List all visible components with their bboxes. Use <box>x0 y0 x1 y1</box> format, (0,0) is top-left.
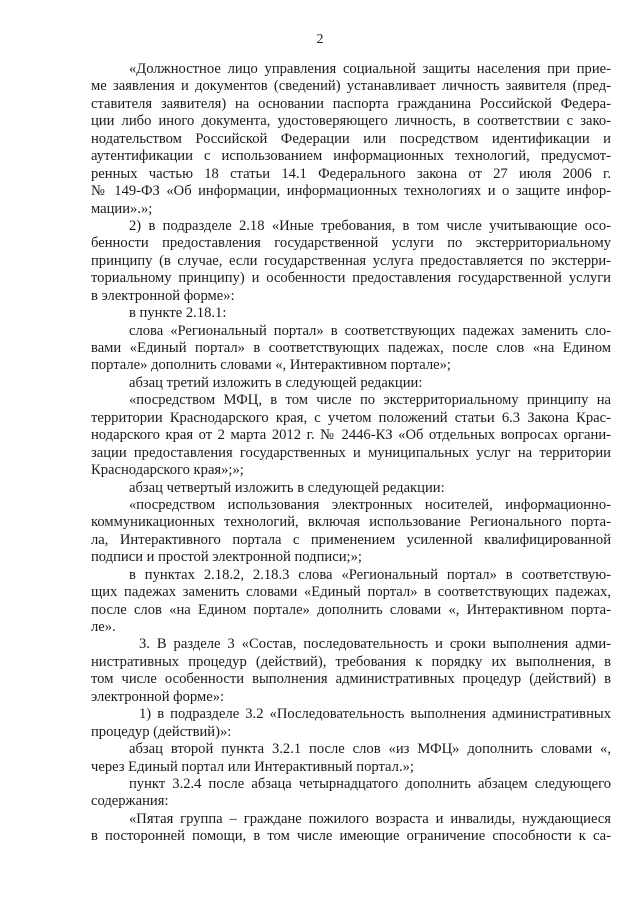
text-line: 1) в подразделе 3.2 «Последовательность выполнения административных <box>139 706 611 723</box>
text-line: принципу (в случае, если государственная услуга предоставляется по экстерри- <box>91 252 611 269</box>
text-line: в пунктах 2.18.2, 2.18.3 слова «Региональный портал» в соответствую- <box>129 566 611 583</box>
text-line: аутентификации с использованием информационных технологий, предусмот- <box>91 148 611 165</box>
text-line: в пункте 2.18.1: <box>129 305 227 322</box>
text-line: «посредством МФЦ, в том числе по экстерриториальному принципу на <box>129 392 611 409</box>
text-line: пункт 3.2.4 после абзаца четырнадцатого дополнить абзацем следующего <box>129 775 611 792</box>
page-number: 2 <box>316 32 324 47</box>
text-line: бенности предоставления государственной услуги по экстерриториальному <box>91 235 611 252</box>
text-line: электронной форме»: <box>91 688 225 705</box>
text-line: 3. В разделе 3 «Состав, последовательность и сроки выполнения адми- <box>139 636 611 653</box>
text-line: «Должностное лицо управления социальной защиты населения при прие- <box>129 61 611 77</box>
text-line: зации предоставления государственных и муниципальных услуг на территории <box>91 444 611 461</box>
text-line: территории Краснодарского края, с учетом положений статьи 6.3 Закона Крас- <box>91 409 611 426</box>
text-line: щих падежах заменить словами «Единый портал» в соответствующих падежах, <box>91 584 611 601</box>
text-line: № 149-ФЗ «Об информации, информационных технологиях и о защите инфор- <box>91 183 611 200</box>
text-line: Краснодарского края»;»; <box>91 462 244 479</box>
text-line: портале» дополнить словами «, Интерактивном портале»; <box>91 357 451 374</box>
text-line: «Пятая группа – граждане пожилого возраста и инвалиды, нуждающиеся <box>129 810 611 827</box>
text-line: ции либо иного документа, удостоверяющего личность, в соответствии с зако- <box>91 113 611 130</box>
text-line: ме заявления и документов (сведений) устанавливает личность заявителя (пред- <box>91 78 611 95</box>
text-line: мации».»; <box>91 200 153 217</box>
text-line: в электронной форме»: <box>91 287 235 304</box>
text-line: коммуникационных технологий, включая использование Регионального порта- <box>91 514 611 531</box>
text-line: содержания: <box>91 793 169 810</box>
text-line: «посредством использования электронных носителей, информационно- <box>129 496 611 513</box>
text-line: ренных частью 18 статьи 14.1 Федерального закона от 27 июля 2006 г. <box>91 165 611 182</box>
text-line: нодательством Российской Федерации или посредством идентификации и <box>91 130 611 147</box>
text-line: ториальному принципу) и особенности предоставления государственной услуги <box>91 270 611 287</box>
text-line: ставителя заявителя) на основании паспорта гражданина Российской Федера- <box>91 95 611 112</box>
text-line: абзац третий изложить в следующей редакции: <box>129 374 423 391</box>
text-line: слова «Региональный портал» в соответствующих падежах заменить сло- <box>129 322 611 339</box>
text-line: подписи и простой электронной подписи;»; <box>91 549 362 566</box>
text-line: в посторонней помощи, в том числе имеющие ограничение способности к са- <box>91 828 611 845</box>
text-line: абзац четвертый изложить в следующей редакции: <box>129 479 445 496</box>
text-line: 2) в подразделе 2.18 «Иные требования, в том числе учитывающие осо- <box>129 217 611 234</box>
text-line: нистративных процедур (действий), требования к порядку их выполнения, в <box>91 653 611 670</box>
text-line: нодарского края от 2 марта 2012 г. № 2446-КЗ «Об отдельных вопросах органи- <box>91 427 611 444</box>
text-line: процедур (действий)»: <box>91 723 232 740</box>
text-line: через Единый портал или Интерактивный портал.»; <box>91 758 414 775</box>
document-body <box>91 61 611 846</box>
text-line: том числе особенности выполнения административных процедур (действий) в <box>91 671 611 688</box>
text-line: после слов «на Едином портале» дополнить словами «, Интерактивном порта- <box>91 601 611 618</box>
text-line: абзац второй пункта 3.2.1 после слов «из МФЦ» дополнить словами «, <box>129 741 611 758</box>
text-line: ла, Интерактивного портала с применением усиленной квалифицированной <box>91 531 611 548</box>
text-line: вами «Единый портал» в соответствующих падежах, после слов «на Едином <box>91 340 611 356</box>
text-line: ле». <box>91 619 116 635</box>
